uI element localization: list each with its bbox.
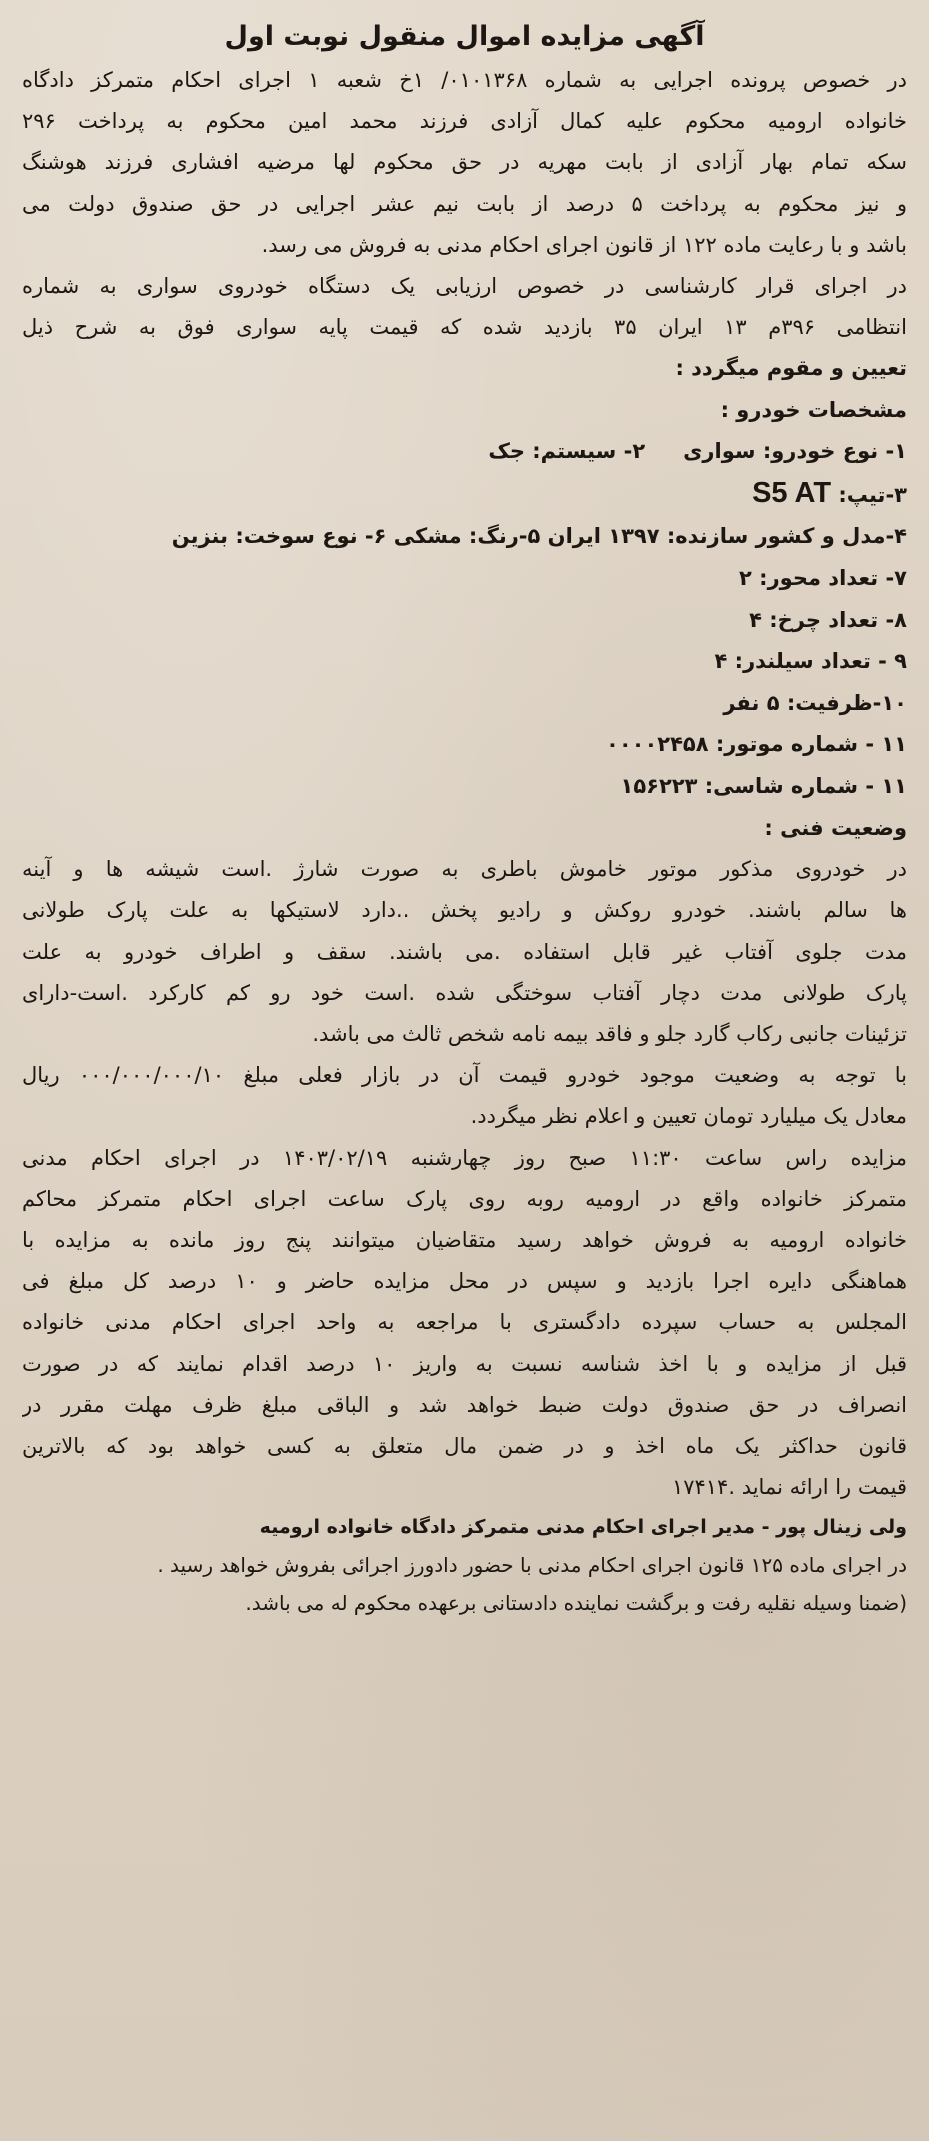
auction-line: خانواده ارومیه به فروش خواهد رسید متقاضیان میتوانند پنج روز مانده به مزایده با (22, 1227, 907, 1252)
vehicle-specs (22, 431, 907, 807)
intro-line: در خصوص پرونده اجرایی به شماره ۰۱۰۱۳۶۸/ ۱خ شعبه ۱ اجرای احکام متمرکز دادگاه (22, 68, 907, 92)
spec-engine-number: ۱۱ - شماره موتور: ۰۰۰۰۲۴۵۸ (606, 732, 907, 757)
spec-type-system (22, 431, 907, 473)
tech-line: در خودروی مذکور موتور خاموش باطری به صورت شارژ .است شیشه ها و آینه (22, 857, 907, 882)
price-line: با توجه به وضعیت موجود خودرو قیمت آن در بازار فعلی مبلغ ۰۰۰/۰۰۰/۰۰۰/۱۰ ریال (22, 1063, 907, 1088)
auction-line: هماهنگی دایره اجرا بازدید و سپس در محل مزایده حاضر و ۱۰ درصد کل مبلغ فی (22, 1269, 907, 1294)
assessment-line: در اجرای قرار کارشناسی در خصوص ارزیابی یک دستگاه خودروی سواری به شماره (22, 274, 907, 299)
tech-line: ها سالم باشند. خودرو روکش و رادیو پخش ..دارد لاستیکها به علت پارک طولانی (22, 898, 907, 923)
spec-variant-value: S5 AT (752, 476, 832, 509)
footnotes (22, 1546, 907, 1622)
auction-line: انصراف در حق صندوق دولت ضبط خواهد شد و الباقی مبلغ ظرف مهلت مقرر در (22, 1392, 907, 1417)
intro-line: باشد و با رعایت ماده ۱۲۲ از قانون اجرای احکام مدنی به فروش می رسد. (261, 232, 907, 257)
auction-paragraph (22, 1138, 907, 1509)
tech-line: مدت جلوی آفتاب غیر قابل استفاده .می باشند. سقف و اطراف خودرو به علت (22, 939, 907, 964)
spec-wheels: ۸- تعداد چرخ: ۴ (749, 607, 907, 632)
assessment-line: تعیین و مقوم میگردد : (675, 356, 907, 381)
notice-title: آگهی مزایده اموال منقول نوبت اول (224, 21, 705, 52)
assessment-paragraph (22, 266, 907, 390)
signature: ولی زینال پور - مدیر اجرای احکام مدنی متمرکز دادگاه خانواده ارومیه (259, 1516, 907, 1539)
auction-line: المجلس به حساب سپرده دادگستری با مراجعه به واحد اجرای احکام مدنی خانواده (22, 1310, 907, 1335)
assessment-line: انتظامی ۳۹۶م ۱۳ ایران ۳۵ بازدید شده که قیمت پایه سواری فوق به شرح ذیل (22, 315, 907, 340)
auction-line: قبل از مزایده و با اخذ شناسه نسبت به واریز ۱۰ درصد اقدام نمایند که در صورت (22, 1351, 907, 1376)
intro-line: سکه تمام بهار آزادی از بابت مهریه در حق محکوم لها مرضیه افشاری فرزند هوشنگ (22, 150, 907, 175)
spec-model-color-fuel: ۴-مدل و کشور سازنده: ۱۳۹۷ ایران ۵-رنگ: مشکی ۶- نوع سوخت: بنزین (171, 524, 907, 549)
intro-line: خانواده ارومیه محکوم علیه کمال آزادی فرزند محمد امین محکوم به پرداخت ۲۹۶ (22, 109, 907, 134)
price-line: معادل یک میلیارد تومان تعیین و اعلام نظر میگردد. (470, 1104, 907, 1129)
footnote-line: در اجرای ماده ۱۲۵ قانون اجرای احکام مدنی با حضور دادورز اجرائی بفروش خواهد رسید . (157, 1553, 907, 1578)
footnote-line: (ضمنا وسیله نقلیه رفت و برگشت نماینده دادستانی برعهده محکوم له می باشد. (245, 1591, 907, 1616)
auction-line: قیمت را ارائه نماید .۱۷۴۱۴ (671, 1475, 907, 1500)
spec-system: ۲- سیستم: جک (488, 439, 646, 464)
price-paragraph (22, 1055, 907, 1137)
spec-cylinders: ۹ - تعداد سیلندر: ۴ (714, 649, 907, 674)
auction-line: مزایده راس ساعت ۱۱:۳۰ صبح روز چهارشنبه ۱۴۰۳/۰۲/۱۹ در اجرای احکام مدنی (22, 1145, 907, 1170)
tech-heading: وضعیت فنی : (764, 815, 907, 840)
intro-paragraph (22, 60, 907, 266)
intro-line: و نیز محکوم به پرداخت ۵ درصد از بابت نیم عشر اجرایی در حق صندوق دولت می (22, 191, 907, 216)
specs-heading: مشخصات خودرو : (720, 397, 907, 422)
spec-variant-label: ۳-تیپ: (838, 482, 907, 507)
technical-condition (22, 849, 907, 1055)
spec-model-variant (22, 473, 907, 517)
auction-line: متمرکز خانواده واقع در ارومیه روبه روی پارک ساعت اجرای احکام متمرکز محاکم (22, 1186, 907, 1211)
tech-line: پارک طولانی مدت دچار آفتاب سوختگی شده .است خود رو کم کارکرد .است-دارای (22, 980, 907, 1005)
spec-axles: ۷- تعداد محور: ۲ (739, 566, 907, 590)
spec-capacity: ۱۰-ظرفیت: ۵ نفر (723, 690, 907, 715)
spec-vehicle-type: ۱- نوع خودرو: سواری (683, 439, 907, 464)
auction-line: قانون حداکثر یک ماه اخذ و در ضمن مال متعلق به کسی خواهد بود که بالاترین (22, 1434, 907, 1458)
spec-chassis-number: ۱۱ - شماره شاسی: ۱۵۶۲۲۳ (620, 773, 907, 798)
tech-line: تزئینات جانبی رکاب گارد جلو و فاقد بیمه نامه شخص ثالث می باشد. (312, 1021, 907, 1046)
